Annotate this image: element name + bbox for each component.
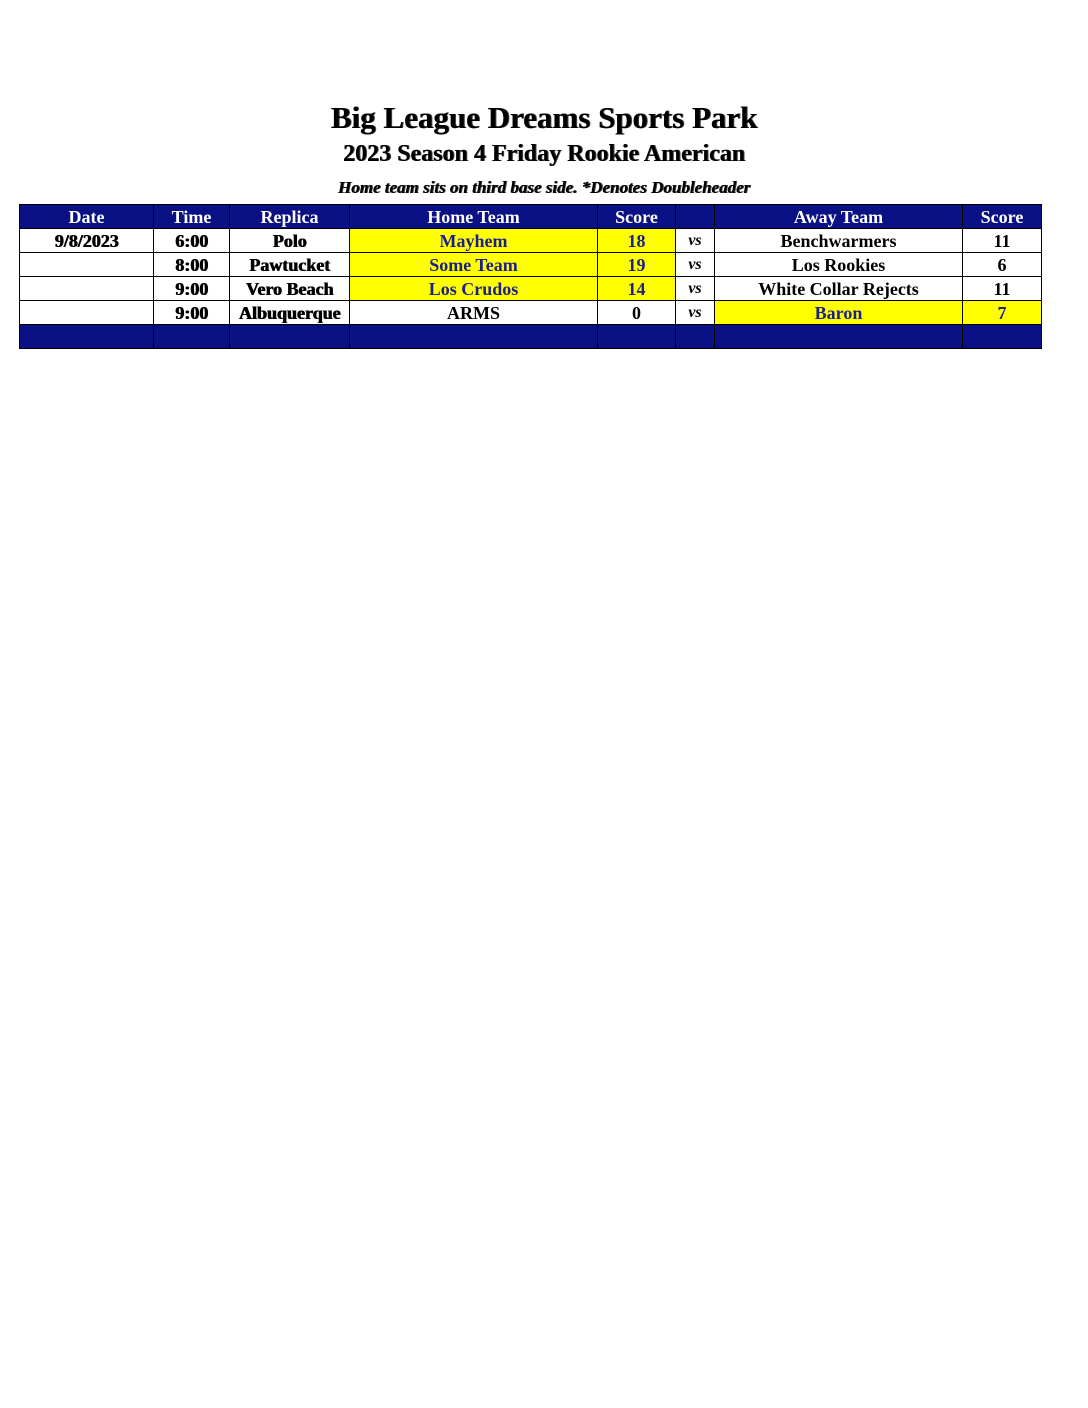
away-score-cell: 6: [963, 253, 1042, 277]
away-score-cell: 7: [963, 301, 1042, 325]
replica-cell: Albuquerque: [230, 301, 350, 325]
column-header-away-score: Score: [963, 205, 1042, 229]
replica-cell: Vero Beach: [230, 277, 350, 301]
table-header-row: [20, 205, 1042, 229]
footer-cell: [154, 325, 230, 349]
footer-cell: [598, 325, 676, 349]
footer-cell: [963, 325, 1042, 349]
time-cell: 9:00: [154, 301, 230, 325]
vs-cell: vs: [676, 277, 715, 301]
column-header-replica: Replica: [230, 205, 350, 229]
home-team-cell: ARMS: [350, 301, 598, 325]
away-team-cell: Baron: [715, 301, 963, 325]
table-row: [20, 229, 1042, 253]
footer-cell: [350, 325, 598, 349]
schedule-note: Home team sits on third base side. *Denotes Doubleheader: [337, 178, 751, 197]
table-row: [20, 301, 1042, 325]
column-header-date: Date: [20, 205, 154, 229]
home-team-cell: Some Team: [350, 253, 598, 277]
date-cell: 9/8/2023: [20, 229, 154, 253]
footer-cell: [230, 325, 350, 349]
away-team-cell: White Collar Rejects: [715, 277, 963, 301]
replica-cell: Polo: [230, 229, 350, 253]
home-score-cell: 19: [598, 253, 676, 277]
away-team-cell: Benchwarmers: [715, 229, 963, 253]
home-team-cell: Mayhem: [350, 229, 598, 253]
footer-cell: [715, 325, 963, 349]
table-row: [20, 253, 1042, 277]
footer-cell: [676, 325, 715, 349]
column-header-vs: [676, 205, 715, 229]
footer-cell: [20, 325, 154, 349]
date-cell: [20, 277, 154, 301]
home-team-cell: Los Crudos: [350, 277, 598, 301]
away-score-cell: 11: [963, 229, 1042, 253]
vs-cell: vs: [676, 301, 715, 325]
table-footer-row: [20, 325, 1042, 349]
schedule-table: [19, 204, 1042, 349]
column-header-time: Time: [154, 205, 230, 229]
table-row: [20, 277, 1042, 301]
home-score-cell: 14: [598, 277, 676, 301]
column-header-home-score: Score: [598, 205, 676, 229]
replica-cell: Pawtucket: [230, 253, 350, 277]
column-header-home-team: Home Team: [350, 205, 598, 229]
vs-cell: vs: [676, 253, 715, 277]
away-team-cell: Los Rookies: [715, 253, 963, 277]
page-title: Big League Dreams Sports Park: [330, 100, 758, 135]
vs-cell: vs: [676, 229, 715, 253]
season-title: 2023 Season 4 Friday Rookie American: [343, 141, 745, 167]
home-score-cell: 18: [598, 229, 676, 253]
time-cell: 9:00: [154, 277, 230, 301]
date-cell: [20, 301, 154, 325]
away-score-cell: 11: [963, 277, 1042, 301]
time-cell: 8:00: [154, 253, 230, 277]
home-score-cell: 0: [598, 301, 676, 325]
column-header-away-team: Away Team: [715, 205, 963, 229]
date-cell: [20, 253, 154, 277]
time-cell: 6:00: [154, 229, 230, 253]
